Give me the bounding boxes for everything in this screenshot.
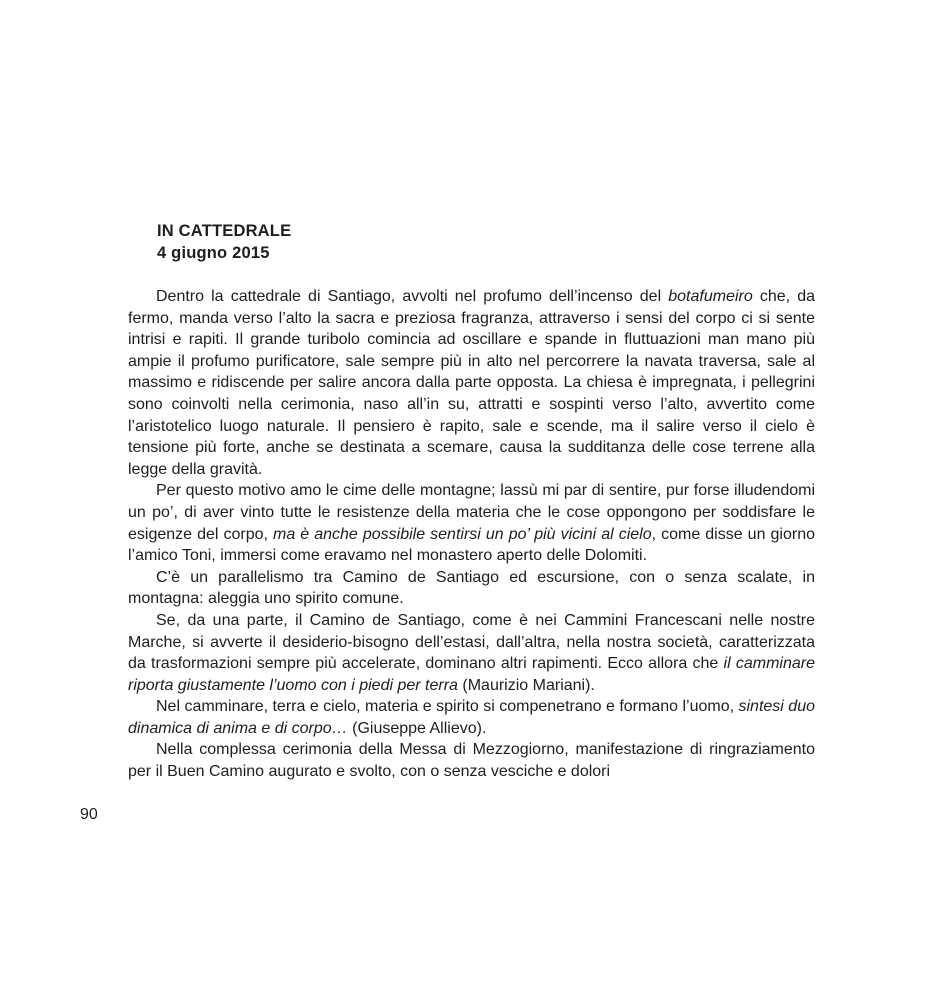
chapter-date: 4 giugno 2015 [157,244,270,262]
text-segment: , come disse un giorno l’amico Toni, immersi come eravamo nel monastero aperto delle Dolomiti. [128,525,815,565]
page-number: 90 [80,806,98,823]
text-segment: Dentro la cattedrale di Santiago, avvolti nel profumo dell’incenso del [156,288,669,305]
text-segment: (Giuseppe Allievo). [347,719,487,737]
text-segment: (Maurizio Mariani). [457,676,595,694]
body-text [128,286,815,783]
text-segment: Per questo motivo amo le cime delle montagne; lassù mi par di sentire, pur forse illudendomi un po’, di aver vinto tutte le resistenze della materia che le cose oppongono per soddisfare le esigenze del corpo, [128,482,815,543]
italic-text-segment: ma è anche possibile sentirsi un po’ più vicini al cielo [273,525,652,543]
paragraph [128,696,815,739]
chapter-heading [157,220,291,264]
paragraph [128,567,815,610]
text-segment: Nel camminare, terra e cielo, materia e spirito si compenetrano e formano l’uomo, [156,698,739,716]
text-segment: Se, da una parte, il Camino de Santiago, come è nei Cammini Francescani nelle nostre Marche, si avverte il desiderio-bisogno dell’estasi, dall’altra, nella nostra società, caratterizzata da trasformazioni sempre più accelerate, dominano altri rapimenti. Ecco allora che [128,611,815,673]
italic-text-segment: il camminare riporta giustamente l’uomo con i piedi per terra [128,655,815,694]
text-segment: che, da fermo, manda verso l’alto la sacra e preziosa fragranza, attraverso i sensi del corpo ci si sente intrisi e rapiti. Il grande turibolo comincia ad oscillare e spande in fluttuazioni man mano più ampie il profumo purificatore, sale sempre più in alto nel percorrere la navata traversa, sale al massimo e ridiscende per salire ancora dalla parte opposta. La chiesa è impregnata, i pellegrini sono coinvolti nella cerimonia, naso all’in su, attratti e sospinti verso l’alto, avvertito come l’aristotelico luogo naturale. Il pensiero è rapito, sale e scende, ma il salire verso il cielo è tensione più forte, anche se destinata a scemare, causa la sudditanza delle cose terrene alla legge della gravità. [128,288,815,478]
paragraph [128,739,815,782]
italic-text-segment: botafumeiro [668,288,753,305]
paragraph [128,480,815,566]
chapter-title: IN CATTEDRALE [157,222,292,240]
paragraph [128,286,815,480]
text-segment: Nella complessa cerimonia della Messa di Mezzogiorno, manifestazione di ringraziamento per il Buen Camino augurato e svolto, con o senza vesciche e dolori [128,741,815,781]
paragraph [128,610,815,696]
italic-text-segment: sintesi duo dinamica di anima e di corpo… [128,698,815,737]
text-segment: C’è un parallelismo tra Camino de Santiago ed escursione, con o senza scalate, in montagna: aleggia uno spirito comune. [128,568,815,608]
